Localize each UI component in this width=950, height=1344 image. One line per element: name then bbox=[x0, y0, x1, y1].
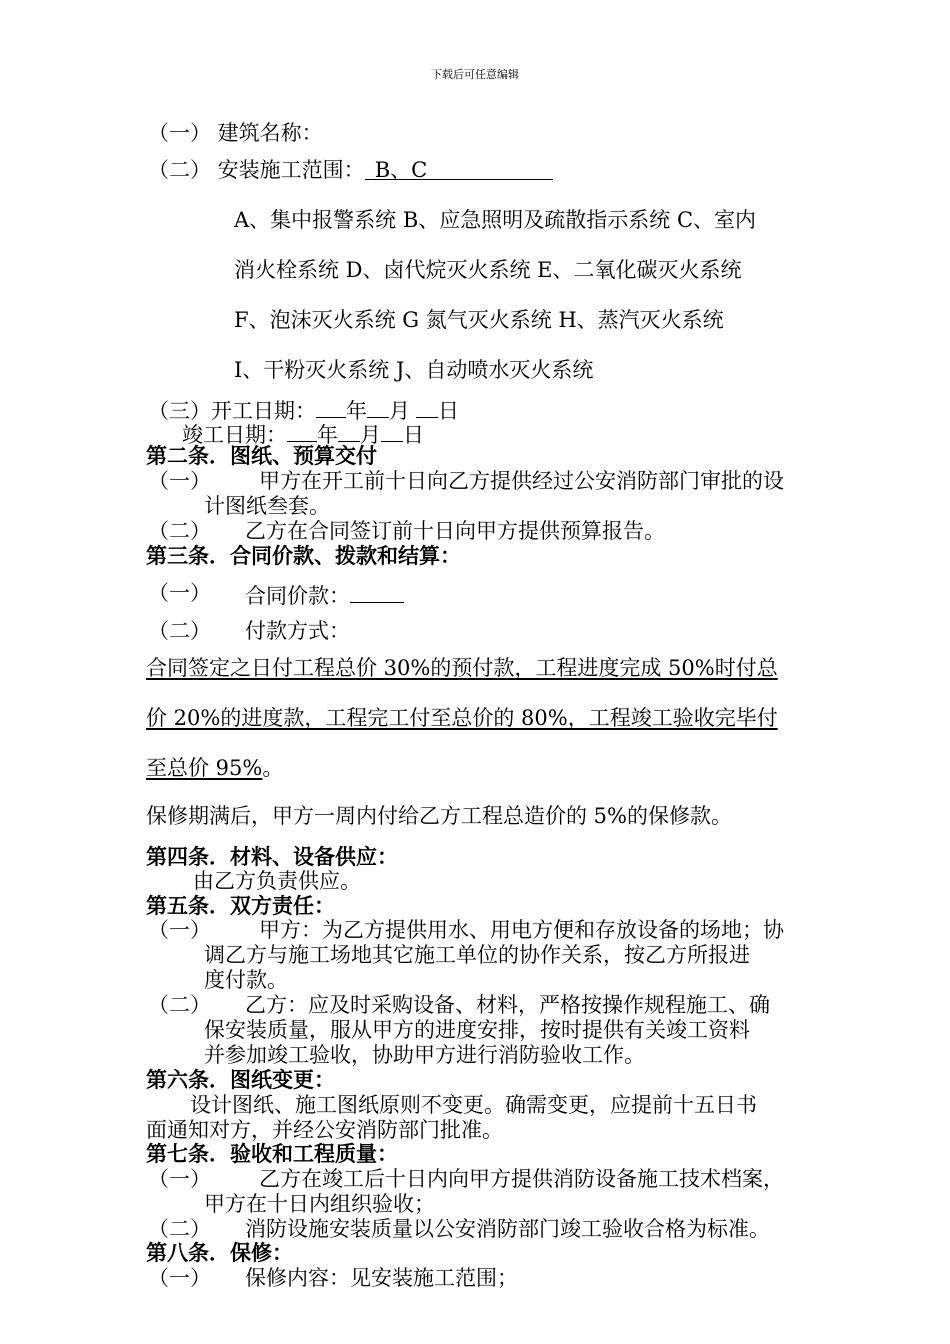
art4-body: 由乙方负责供应。 bbox=[193, 869, 361, 893]
payment-terms-line3 bbox=[146, 755, 283, 781]
end-day-label: 日 bbox=[403, 423, 424, 447]
art2-p1-line1: 甲方在开工前十日向乙方提供经过公安消防部门审批的设 bbox=[259, 469, 784, 493]
art8-p1-line1: 保修内容：见安装施工范围； bbox=[245, 1266, 518, 1290]
start-month-blank bbox=[367, 395, 389, 418]
end-day-blank bbox=[381, 419, 403, 442]
contract-price-label: 合同价款： bbox=[245, 584, 350, 608]
art6-line2: 面通知对方，并经公安消防部门批准。 bbox=[146, 1118, 503, 1142]
payment-terms-line1: 合同签定之日付工程总价 30%的预付款，工程进度完成 50%时付总 bbox=[146, 656, 778, 680]
art2-p1-num: （一） bbox=[148, 469, 211, 493]
art7-p1-num: （一） bbox=[148, 1167, 211, 1191]
art2-p1-line2: 计图纸叁套。 bbox=[204, 494, 330, 518]
system-line-2: 消火栓系统 D、卤代烷灭火系统 E、二氧化碳灭火系统 bbox=[234, 258, 742, 282]
system-line-1: A、集中报警系统 B、应急照明及疏散指示系统 C、室内 bbox=[234, 208, 757, 232]
contract-price-line bbox=[245, 580, 404, 609]
end-year-label: 年 bbox=[317, 423, 338, 447]
start-day-blank bbox=[416, 395, 438, 418]
article-5-title: 第五条．双方责任： bbox=[146, 893, 335, 918]
payment-terms-line3-end: 。 bbox=[262, 756, 284, 780]
art5-p1-line3: 度付款。 bbox=[204, 968, 288, 992]
start-month-label: 月 bbox=[389, 399, 410, 423]
article-6-title: 第六条．图纸变更： bbox=[146, 1067, 335, 1092]
warranty-payment-text: 保修期满后，甲方一周内付给乙方工程总造价的 5%的保修款。 bbox=[146, 804, 732, 828]
article-2-title: 第二条．图纸、预算交付 bbox=[146, 443, 377, 468]
system-line-3: F、泡沫灭火系统 G 氮气灭火系统 H、蒸汽灭火系统 bbox=[234, 308, 724, 332]
start-day-label: 日 bbox=[438, 399, 459, 423]
art5-p1-num: （一） bbox=[148, 918, 211, 942]
art5-p2-line1: 乙方：应及时采购设备、材料，严格按操作规程施工、确 bbox=[245, 993, 770, 1017]
payment-terms-line2: 价 20%的进度款，工程完工付至总价的 80%，工程竣工验收完毕付 bbox=[146, 706, 778, 730]
art2-p2-num: （二） bbox=[148, 519, 211, 543]
art3-p2-num: （二） bbox=[148, 619, 211, 643]
art5-p1-line1: 甲方：为乙方提供用水、用电方便和存放设备的场地；协 bbox=[259, 918, 784, 942]
start-year-label: 年 bbox=[346, 399, 367, 423]
article-4-title: 第四条．材料、设备供应： bbox=[146, 844, 398, 869]
art5-p2-line2: 保安装质量，服从甲方的进度安排，按时提供有关竣工资料 bbox=[204, 1018, 750, 1042]
art8-p1-num: （一） bbox=[148, 1266, 211, 1290]
article-3-title: 第三条．合同价款、拨款和结算： bbox=[146, 543, 461, 568]
article-8-title: 第八条．保修： bbox=[146, 1240, 293, 1265]
payment-terms-line3-text: 至总价 95% bbox=[146, 756, 263, 780]
end-date-label: 竣工日期： bbox=[182, 423, 287, 447]
building-name-label: （一） 建筑名称： bbox=[148, 121, 323, 145]
art2-p2-line1: 乙方在合同签订前十日向甲方提供预算报告。 bbox=[245, 519, 665, 543]
page-header: 下载后可任意编辑 bbox=[431, 68, 519, 81]
art7-p1-line1: 乙方在竣工后十日内向甲方提供消防设备施工技术档案， bbox=[259, 1167, 784, 1191]
art7-p2-line1: 消防设施安装质量以公安消防部门竣工验收合格为标准。 bbox=[245, 1217, 770, 1241]
start-year-blank bbox=[316, 395, 346, 418]
start-date-label: （三）开工日期： bbox=[148, 399, 316, 423]
payment-method-label: 付款方式： bbox=[245, 619, 350, 643]
article-7-title: 第七条．验收和工程质量： bbox=[146, 1141, 398, 1166]
system-line-4: I、干粉灭火系统 J、自动喷水灭火系统 bbox=[234, 358, 594, 382]
art5-p2-line3: 并参加竣工验收，协助甲方进行消防验收工作。 bbox=[204, 1043, 645, 1067]
contract-price-blank bbox=[350, 580, 404, 603]
art3-p1-num: （一） bbox=[148, 581, 211, 605]
scope-label: （二） 安装施工范围： bbox=[148, 158, 365, 182]
art5-p1-line2: 调乙方与施工场地其它施工单位的协作关系，按乙方所报进 bbox=[204, 943, 750, 967]
art7-p2-num: （二） bbox=[148, 1217, 211, 1241]
end-month-label: 月 bbox=[360, 423, 381, 447]
end-year-blank bbox=[287, 419, 317, 442]
art7-p1-line2: 甲方在十日内组织验收； bbox=[204, 1192, 435, 1216]
end-month-blank bbox=[338, 419, 360, 442]
scope-line bbox=[148, 157, 553, 183]
art5-p2-num: （二） bbox=[148, 993, 211, 1017]
art6-line1: 设计图纸、施工图纸原则不变更。确需变更，应提前十五日书 bbox=[190, 1093, 757, 1117]
scope-value: B、C bbox=[365, 157, 553, 180]
